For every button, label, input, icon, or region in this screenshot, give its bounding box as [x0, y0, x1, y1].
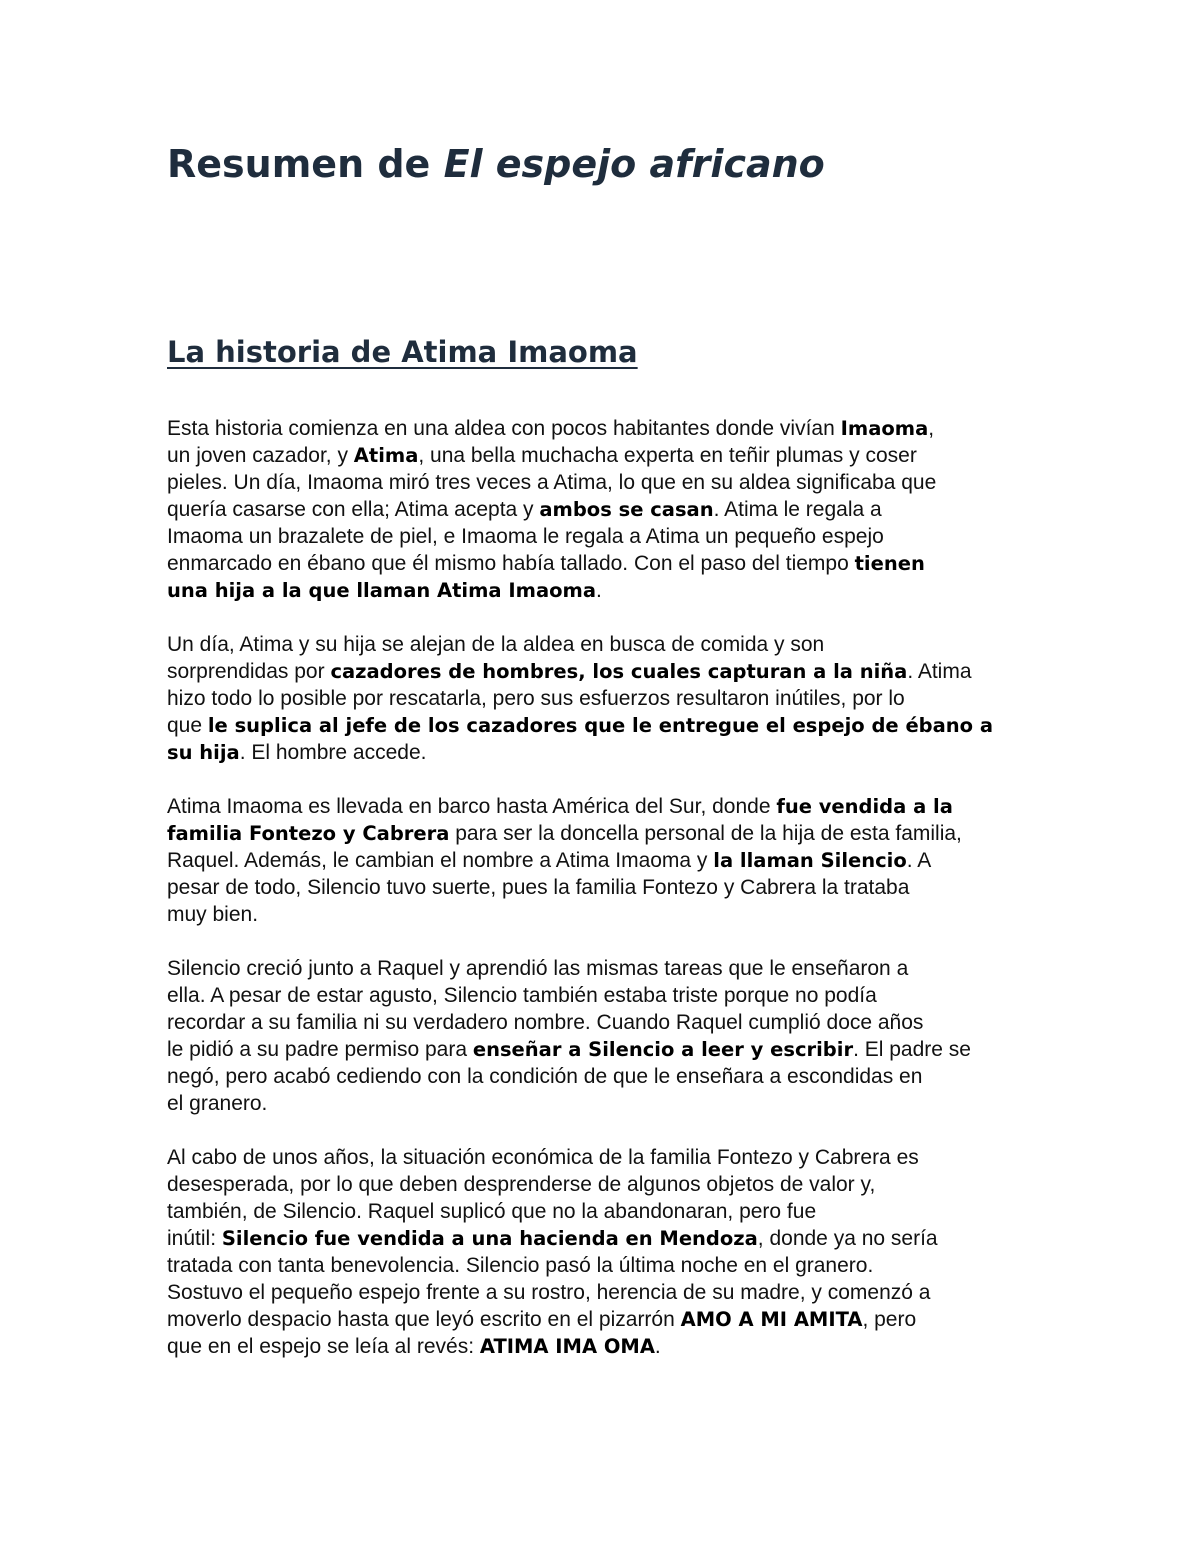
bold-text: enseñar a Silencio a leer y escribir: [472, 1038, 854, 1061]
bold-text: AMO A MI AMITA: [680, 1308, 863, 1331]
text-run: inútil:: [167, 1227, 222, 1250]
text-line: [167, 1171, 1047, 1198]
text-line: [167, 523, 1047, 550]
text-run: enmarcado en ébano que él mismo había tallado. Con el paso del tiempo: [167, 552, 855, 575]
text-line: [167, 442, 1047, 469]
text-run: el granero.: [167, 1092, 268, 1115]
text-run: , una bella muchacha experta en teñir plumas y coser: [418, 444, 917, 467]
text-run: . Atima le regala a: [713, 498, 882, 521]
text-run: , donde ya no sería: [757, 1227, 938, 1250]
text-run: ,: [928, 417, 935, 440]
text-line: [167, 469, 1047, 496]
text-line: [167, 901, 1047, 928]
text-line: [167, 739, 1047, 766]
text-line: [167, 1279, 1047, 1306]
title-book-name: El espejo africano: [443, 142, 825, 186]
text-line: [167, 1063, 1047, 1090]
text-run: para ser la doncella personal de la hija de esta familia,: [449, 822, 962, 845]
text-run: que: [167, 714, 208, 737]
paragraph-4: [167, 955, 1047, 1117]
text-run: .: [654, 1335, 661, 1358]
text-line: [167, 1144, 1047, 1171]
text-line: [167, 982, 1047, 1009]
text-run: Sostuvo el pequeño espejo frente a su rostro, herencia de su madre, y comenzó a: [167, 1281, 931, 1304]
text-run: ella. A pesar de estar agusto, Silencio también estaba triste porque no podía: [167, 984, 877, 1007]
text-line: [167, 1252, 1047, 1279]
text-run: quería casarse con ella; Atima acepta y: [167, 498, 540, 521]
text-line: [167, 793, 1047, 820]
text-run: pesar de todo, Silencio tuvo suerte, pues la familia Fontezo y Cabrera la trataba: [167, 876, 910, 899]
bold-text: ATIMA IMA OMA: [479, 1335, 655, 1358]
bold-text: una hija a la que llaman Atima Imaoma: [167, 579, 596, 602]
paragraph-1: [167, 415, 1047, 604]
text-line: [167, 874, 1047, 901]
text-run: Raquel. Además, le cambian el nombre a Atima Imaoma y: [167, 849, 714, 872]
text-line: [167, 712, 1047, 739]
paragraph-3: [167, 793, 1047, 928]
text-run: que en el espejo se leía al revés:: [167, 1335, 480, 1358]
text-run: Un día, Atima y su hija se alejan de la aldea en busca de comida y son: [167, 633, 825, 656]
text-run: sorprendidas por: [167, 660, 331, 683]
text-run: .: [596, 579, 602, 602]
bold-text: le suplica al jefe de los cazadores que le entregue el espejo de ébano a: [207, 714, 994, 737]
text-run: Atima Imaoma es llevada en barco hasta América del Sur, donde: [167, 795, 777, 818]
text-run: , pero: [862, 1308, 917, 1331]
text-run: muy bien.: [167, 903, 259, 926]
text-line: [167, 1036, 1047, 1063]
bold-text: fue vendida a la: [776, 795, 953, 818]
text-line: [167, 1090, 1047, 1117]
text-run: . El padre se: [853, 1038, 971, 1061]
text-line: [167, 496, 1047, 523]
bold-text: su hija: [167, 741, 240, 764]
text-line: [167, 955, 1047, 982]
bold-text: tienen: [854, 552, 925, 575]
text-run: . A: [906, 849, 932, 872]
text-line: [167, 550, 1047, 577]
text-run: recordar a su familia ni su verdadero nombre. Cuando Raquel cumplió doce años: [167, 1011, 924, 1034]
title-prefix: Resumen de: [167, 142, 444, 186]
text-line: [167, 658, 1047, 685]
text-run: un joven cazador, y: [167, 444, 354, 467]
paragraph-2: [167, 631, 1047, 766]
text-run: . Atima: [907, 660, 972, 683]
text-line: [167, 1198, 1047, 1225]
text-run: . El hombre accede.: [239, 741, 427, 764]
bold-text: Silencio fue vendida a una hacienda en Mendoza: [221, 1227, 758, 1250]
text-run: Al cabo de unos años, la situación económica de la familia Fontezo y Cabrera es: [167, 1146, 919, 1169]
text-line: [167, 847, 1047, 874]
text-run: Esta historia comienza en una aldea con pocos habitantes donde vivían: [167, 417, 841, 440]
text-line: [167, 415, 1047, 442]
text-run: hizo todo lo posible por rescatarla, pero sus esfuerzos resultaron inútiles, por lo: [167, 687, 905, 710]
text-run: desesperada, por lo que deben desprenderse de algunos objetos de valor y,: [167, 1173, 876, 1196]
bold-text: Atima: [353, 444, 419, 467]
text-line: [167, 820, 1047, 847]
bold-text: cazadores de hombres, los cuales capturan a la niña: [330, 660, 908, 683]
text-line: [167, 1009, 1047, 1036]
text-run: tratada con tanta benevolencia. Silencio pasó la última noche en el granero.: [167, 1254, 874, 1277]
document-title: [167, 138, 825, 190]
text-run: pieles. Un día, Imaoma miró tres veces a Atima, lo que en su aldea significaba que: [167, 471, 937, 494]
bold-text: familia Fontezo y Cabrera: [167, 822, 450, 845]
text-line: [167, 631, 1047, 658]
bold-text: Imaoma: [840, 417, 929, 440]
bold-text: la llaman Silencio: [713, 849, 907, 872]
text-line: [167, 1306, 1047, 1333]
text-line: [167, 685, 1047, 712]
summary-body: [167, 415, 1047, 1387]
text-run: negó, pero acabó cediendo con la condición de que le enseñara a escondidas en: [167, 1065, 923, 1088]
text-run: Silencio creció junto a Raquel y aprendió las mismas tareas que le enseñaron a: [167, 957, 909, 980]
text-line: [167, 577, 1047, 604]
text-line: [167, 1225, 1047, 1252]
text-line: [167, 1333, 1047, 1360]
text-run: también, de Silencio. Raquel suplicó que no la abandonaran, pero fue: [167, 1200, 817, 1223]
paragraph-5: [167, 1144, 1047, 1360]
section-heading: La historia de Atima Imaoma: [167, 335, 638, 369]
text-run: Imaoma un brazalete de piel, e Imaoma le regala a Atima un pequeño espejo: [167, 525, 884, 548]
text-run: moverlo despacio hasta que leyó escrito en el pizarrón: [167, 1308, 681, 1331]
bold-text: ambos se casan: [539, 498, 714, 521]
text-run: le pidió a su padre permiso para: [167, 1038, 473, 1061]
